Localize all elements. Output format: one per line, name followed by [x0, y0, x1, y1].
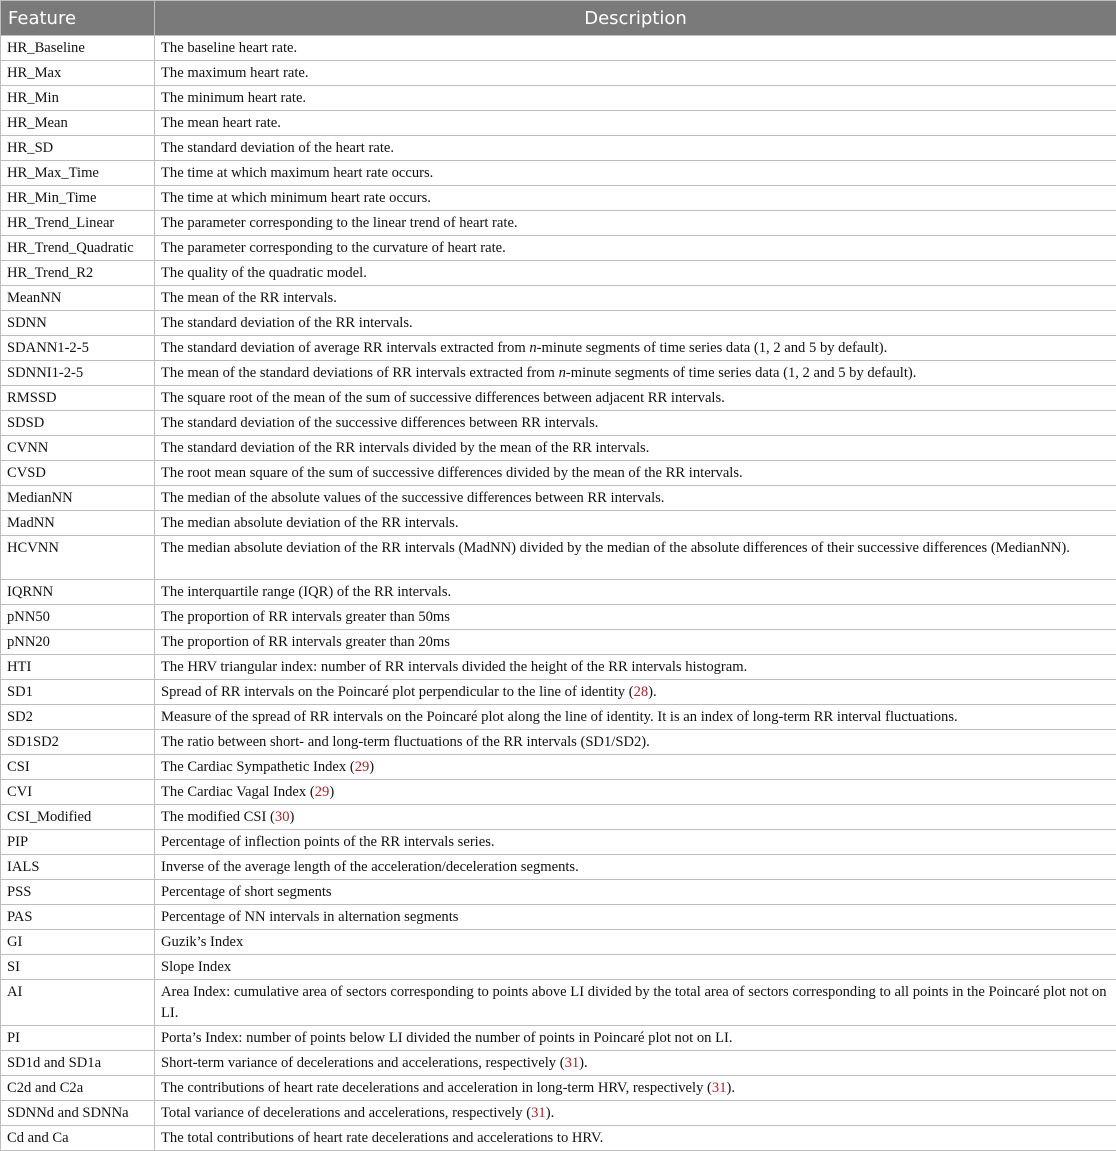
description-text: Inverse of the average length of the acceleration/deceleration segments.: [161, 859, 579, 875]
feature-cell: CVNN: [1, 436, 155, 461]
table-row: [1, 1026, 1116, 1051]
feature-cell: HR_Mean: [1, 111, 155, 136]
table-row: [1, 1101, 1116, 1126]
description-cell: [155, 730, 1116, 755]
table-row: [1, 36, 1116, 61]
description-cell: [155, 1026, 1116, 1051]
table-row: [1, 536, 1116, 580]
feature-cell: CSI_Modified: [1, 805, 155, 830]
description-cell: [155, 605, 1116, 630]
description-cell: [155, 236, 1116, 261]
description-cell: [155, 486, 1116, 511]
feature-cell: pNN50: [1, 605, 155, 630]
description-cell: [155, 136, 1116, 161]
description-text: ).: [648, 684, 657, 700]
description-text: The contributions of heart rate decelerations and acceleration in long-term HRV, respectively (: [161, 1080, 712, 1096]
description-text: Slope Index: [161, 959, 231, 975]
citation-link[interactable]: 28: [634, 684, 649, 700]
citation-link[interactable]: 29: [315, 784, 330, 800]
description-text: Short-term variance of decelerations and accelerations, respectively (: [161, 1055, 565, 1071]
description-text: The Cardiac Vagal Index (: [161, 784, 315, 800]
description-text: ): [290, 809, 295, 825]
feature-cell: AI: [1, 980, 155, 1026]
description-text: Porta’s Index: number of points below LI divided the number of points in Poincaré plot not on LI.: [161, 1030, 733, 1046]
feature-cell: SD2: [1, 705, 155, 730]
table-row: [1, 486, 1116, 511]
feature-cell: HTI: [1, 655, 155, 680]
table-row: [1, 705, 1116, 730]
table-row: [1, 630, 1116, 655]
table-row: [1, 655, 1116, 680]
table-row: [1, 311, 1116, 336]
description-text: Percentage of inflection points of the RR intervals series.: [161, 834, 495, 850]
feature-cell: pNN20: [1, 630, 155, 655]
citation-link[interactable]: 31: [565, 1055, 580, 1071]
feature-cell: IALS: [1, 855, 155, 880]
description-text: The quality of the quadratic model.: [161, 265, 367, 281]
feature-cell: PAS: [1, 905, 155, 930]
table-row: [1, 930, 1116, 955]
feature-cell: SI: [1, 955, 155, 980]
description-cell: [155, 830, 1116, 855]
description-text: The maximum heart rate.: [161, 65, 309, 81]
description-cell: [155, 1126, 1116, 1151]
table-row: [1, 955, 1116, 980]
description-text: Total variance of decelerations and accelerations, respectively (: [161, 1105, 531, 1121]
feature-cell: SDNNI1-2-5: [1, 361, 155, 386]
table-row: [1, 855, 1116, 880]
description-cell: [155, 211, 1116, 236]
description-cell: [155, 361, 1116, 386]
description-text: The total contributions of heart rate decelerations and accelerations to HRV.: [161, 1130, 603, 1146]
description-text: Measure of the spread of RR intervals on the Poincaré plot along the line of identity. It is an index of long-term RR interval fluctuations.: [161, 709, 958, 725]
feature-cell: HR_SD: [1, 136, 155, 161]
feature-cell: MeanNN: [1, 286, 155, 311]
description-cell: [155, 436, 1116, 461]
description-text: The interquartile range (IQR) of the RR intervals.: [161, 584, 451, 600]
feature-cell: Cd and Ca: [1, 1126, 155, 1151]
table-row: [1, 461, 1116, 486]
italic-variable: n: [529, 340, 536, 356]
description-text: The root mean square of the sum of successive differences divided by the mean of the RR intervals.: [161, 465, 743, 481]
description-text: The median absolute deviation of the RR intervals.: [161, 515, 458, 531]
description-cell: [155, 705, 1116, 730]
description-cell: [155, 61, 1116, 86]
table-row: [1, 436, 1116, 461]
citation-link[interactable]: 29: [355, 759, 370, 775]
description-text: ).: [546, 1105, 555, 1121]
description-text: The HRV triangular index: number of RR intervals divided the height of the RR intervals histogram.: [161, 659, 747, 675]
description-cell: [155, 805, 1116, 830]
table-row: [1, 411, 1116, 436]
table-row: [1, 336, 1116, 361]
description-text: The ratio between short- and long-term fluctuations of the RR intervals (SD1/SD2).: [161, 734, 650, 750]
table-row: [1, 161, 1116, 186]
table-row: [1, 236, 1116, 261]
table-row: [1, 780, 1116, 805]
description-cell: [155, 955, 1116, 980]
description-cell: [155, 536, 1116, 580]
description-text: The square root of the mean of the sum of successive differences between adjacent RR intervals.: [161, 390, 725, 406]
description-text: The proportion of RR intervals greater than 50ms: [161, 609, 450, 625]
feature-cell: HR_Baseline: [1, 36, 155, 61]
description-text: The median of the absolute values of the successive differences between RR intervals.: [161, 490, 664, 506]
description-cell: [155, 1076, 1116, 1101]
table-row: [1, 61, 1116, 86]
description-cell: [155, 386, 1116, 411]
description-text: The parameter corresponding to the curvature of heart rate.: [161, 240, 506, 256]
feature-cell: SDSD: [1, 411, 155, 436]
feature-cell: PSS: [1, 880, 155, 905]
table-row: [1, 361, 1116, 386]
description-text: The minimum heart rate.: [161, 90, 306, 106]
description-cell: [155, 261, 1116, 286]
description-text: The standard deviation of the RR intervals.: [161, 315, 413, 331]
table-row: [1, 755, 1116, 780]
description-cell: [155, 905, 1116, 930]
description-text: Percentage of short segments: [161, 884, 332, 900]
description-text: The time at which maximum heart rate occurs.: [161, 165, 433, 181]
feature-cell: PI: [1, 1026, 155, 1051]
citation-link[interactable]: 30: [275, 809, 290, 825]
description-cell: [155, 311, 1116, 336]
table-row: [1, 980, 1116, 1026]
table-row: [1, 1126, 1116, 1151]
table-row: [1, 211, 1116, 236]
feature-cell: SD1: [1, 680, 155, 705]
feature-cell: HR_Max_Time: [1, 161, 155, 186]
description-text: ).: [579, 1055, 588, 1071]
feature-cell: CSI: [1, 755, 155, 780]
table-row: [1, 511, 1116, 536]
description-cell: [155, 930, 1116, 955]
feature-cell: SDNN: [1, 311, 155, 336]
table-row: [1, 86, 1116, 111]
description-text: The time at which minimum heart rate occurs.: [161, 190, 431, 206]
feature-cell: HCVNN: [1, 536, 155, 580]
feature-cell: RMSSD: [1, 386, 155, 411]
description-cell: [155, 186, 1116, 211]
description-cell: [155, 630, 1116, 655]
description-text: The standard deviation of average RR intervals extracted from: [161, 340, 529, 356]
description-cell: [155, 36, 1116, 61]
description-text: The mean of the standard deviations of RR intervals extracted from: [161, 365, 559, 381]
description-cell: [155, 336, 1116, 361]
feature-cell: HR_Min: [1, 86, 155, 111]
description-cell: [155, 980, 1116, 1026]
feature-cell: PIP: [1, 830, 155, 855]
description-cell: [155, 286, 1116, 311]
table-row: [1, 1076, 1116, 1101]
feature-cell: CVI: [1, 780, 155, 805]
table-row: [1, 286, 1116, 311]
description-text: ): [329, 784, 334, 800]
table-row: [1, 186, 1116, 211]
description-cell: [155, 1101, 1116, 1126]
feature-cell: SDNNd and SDNNa: [1, 1101, 155, 1126]
description-text: -minute segments of time series data (1, 2 and 5 by default).: [566, 365, 917, 381]
feature-cell: HR_Trend_R2: [1, 261, 155, 286]
description-text: The median absolute deviation of the RR intervals (MadNN) divided by the median of the absolute differences of their successive differences (MedianNN).: [161, 540, 1070, 556]
description-text: Percentage of NN intervals in alternation segments: [161, 909, 458, 925]
description-cell: [155, 1051, 1116, 1076]
table-row: [1, 111, 1116, 136]
description-text: Guzik’s Index: [161, 934, 243, 950]
table-row: [1, 580, 1116, 605]
description-cell: [155, 161, 1116, 186]
table-row: [1, 730, 1116, 755]
description-cell: [155, 111, 1116, 136]
description-cell: [155, 855, 1116, 880]
description-text: ).: [726, 1080, 735, 1096]
feature-cell: HR_Min_Time: [1, 186, 155, 211]
feature-cell: SD1SD2: [1, 730, 155, 755]
table-row: [1, 261, 1116, 286]
citation-link[interactable]: 31: [531, 1105, 546, 1121]
italic-variable: n: [559, 365, 566, 381]
description-text: The mean of the RR intervals.: [161, 290, 337, 306]
table-header-row: [1, 1, 1116, 36]
description-cell: [155, 511, 1116, 536]
description-text: The standard deviation of the heart rate.: [161, 140, 394, 156]
table-row: [1, 905, 1116, 930]
description-text: ): [369, 759, 374, 775]
description-cell: [155, 755, 1116, 780]
feature-cell: GI: [1, 930, 155, 955]
description-text: The modified CSI (: [161, 809, 275, 825]
description-text: The Cardiac Sympathetic Index (: [161, 759, 355, 775]
table-body: [1, 36, 1116, 1151]
description-text: The standard deviation of the successive differences between RR intervals.: [161, 415, 598, 431]
feature-cell: HR_Trend_Linear: [1, 211, 155, 236]
table-row: [1, 680, 1116, 705]
description-text: The standard deviation of the RR intervals divided by the mean of the RR intervals.: [161, 440, 649, 456]
feature-cell: HR_Max: [1, 61, 155, 86]
description-text: The parameter corresponding to the linear trend of heart rate.: [161, 215, 518, 231]
feature-cell: IQRNN: [1, 580, 155, 605]
feature-cell: SDANN1-2-5: [1, 336, 155, 361]
description-text: Area Index: cumulative area of sectors corresponding to points above LI divided by the total area of sectors corresponding to all points in the Poincaré plot not on LI.: [161, 984, 1107, 1021]
description-cell: [155, 411, 1116, 436]
column-header-feature: Feature: [1, 1, 155, 36]
description-cell: [155, 655, 1116, 680]
table-row: [1, 386, 1116, 411]
table-row: [1, 830, 1116, 855]
feature-cell: MadNN: [1, 511, 155, 536]
description-cell: [155, 580, 1116, 605]
description-text: -minute segments of time series data (1, 2 and 5 by default).: [537, 340, 888, 356]
feature-cell: HR_Trend_Quadratic: [1, 236, 155, 261]
table-row: [1, 805, 1116, 830]
description-cell: [155, 880, 1116, 905]
feature-cell: SD1d and SD1a: [1, 1051, 155, 1076]
table-row: [1, 880, 1116, 905]
table-row: [1, 1051, 1116, 1076]
column-header-description: Description: [155, 1, 1116, 36]
description-text: The mean heart rate.: [161, 115, 281, 131]
description-cell: [155, 86, 1116, 111]
table-row: [1, 605, 1116, 630]
description-text: The baseline heart rate.: [161, 40, 297, 56]
feature-cell: CVSD: [1, 461, 155, 486]
citation-link[interactable]: 31: [712, 1080, 727, 1096]
table-row: [1, 136, 1116, 161]
description-text: The proportion of RR intervals greater than 20ms: [161, 634, 450, 650]
description-cell: [155, 780, 1116, 805]
feature-cell: MedianNN: [1, 486, 155, 511]
description-cell: [155, 461, 1116, 486]
description-cell: [155, 680, 1116, 705]
description-text: Spread of RR intervals on the Poincaré plot perpendicular to the line of identity (: [161, 684, 634, 700]
feature-cell: C2d and C2a: [1, 1076, 155, 1101]
